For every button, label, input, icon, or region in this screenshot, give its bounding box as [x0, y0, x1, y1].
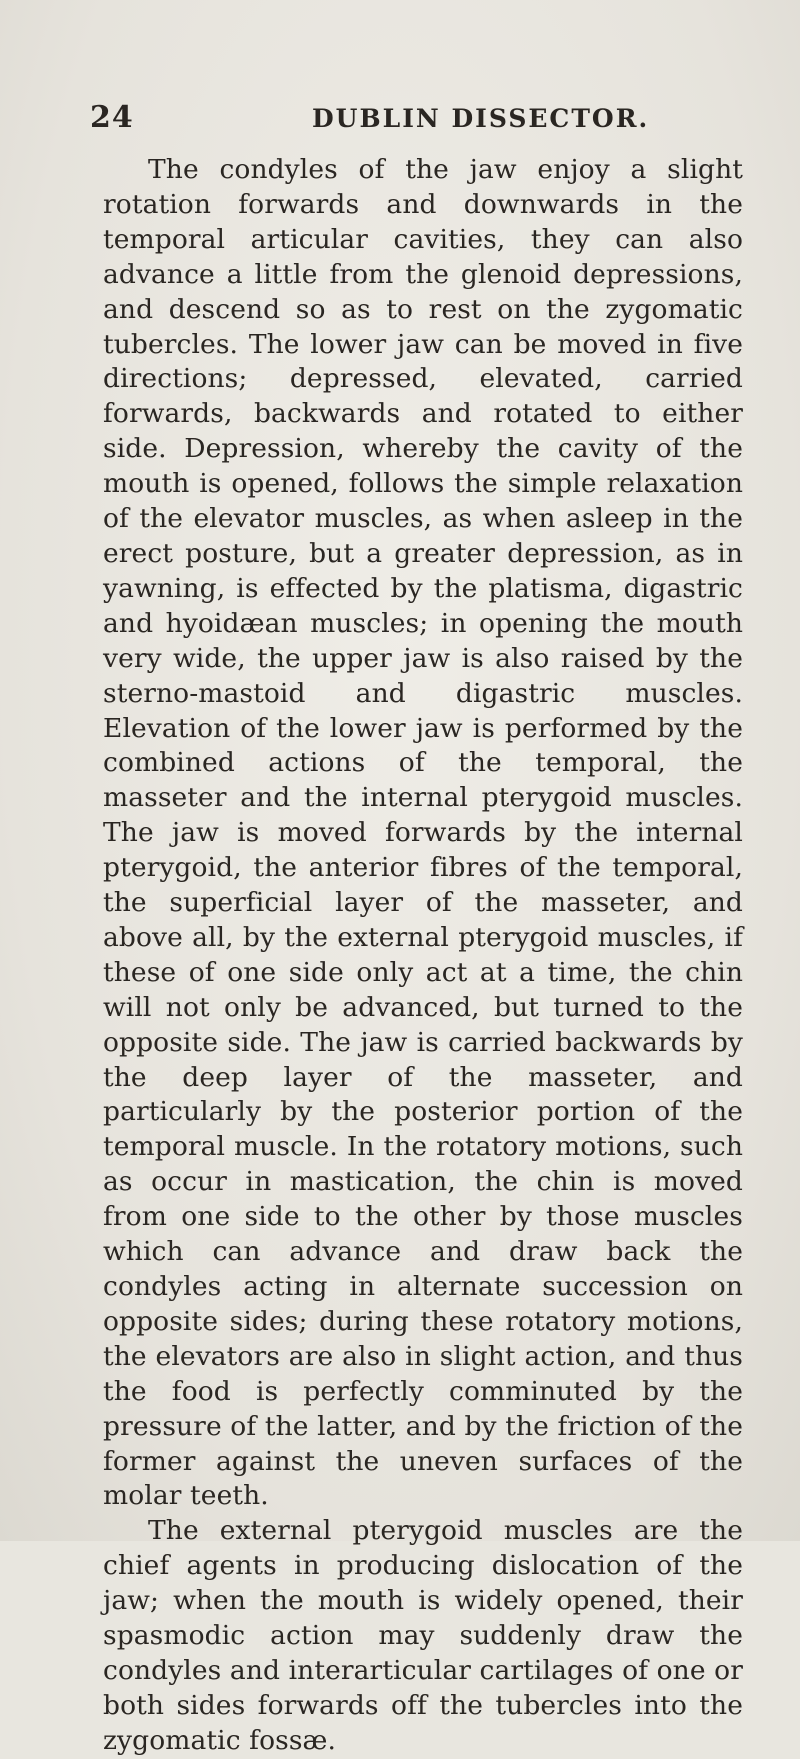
body-text	[103, 153, 743, 1759]
page-number: 24	[90, 100, 134, 135]
paragraph-dislocation: The external pterygoid muscles are the chief agents in producing dislocation of the jaw; when the mouth is widely opened, their spasmodic action may suddenly draw the condyles and interarticular cartilages of one or both sides forwards off the tubercles into the zygomatic fossæ.	[103, 1515, 743, 1756]
paragraph-jaw-motions: The condyles of the jaw enjoy a slight rotation forwards and downwards in the temporal articular cavities, they can also advance a little from the glenoid depressions, and descend so as to rest on the zygomatic tubercles. The lower jaw can be moved in five directions; depressed, elevated, carried forwards, backwards and rotated to either side. Depression, whereby the cavity of the mouth is opened, follows the simple relaxation of the elevator muscles, as when asleep in the erect posture, but a greater depression, as in yawning, is effected by the platisma, digastric and hyoidæan muscles; in opening the mouth very wide, the upper jaw is also raised by the sterno-mastoid and digastric muscles. Elevation of the lower jaw is performed by the combined actions of the temporal, the masseter and the internal pterygoid muscles. The jaw is moved forwards by the internal pterygoid, the anterior fibres of the temporal, the superficial layer of the masseter, and above all, by the external pterygoid muscles, if these of one side only act at a time, the chin will not only be advanced, but turned to the opposite side. The jaw is carried backwards by the deep layer of the masseter, and particularly by the posterior portion of the temporal muscle. In the rotatory motions, such as occur in mastication, the chin is moved from one side to the other by those muscles which can advance and draw back the condyles acting in alternate succession on opposite sides; during these rotatory motions, the elevators are also in slight action, and thus the food is perfectly comminuted by the pressure of the latter, and by the friction of the former against the uneven surfaces of the molar teeth.	[103, 154, 743, 1512]
running-head: DUBLIN DISSECTOR.	[312, 104, 650, 133]
page-header	[90, 100, 750, 140]
